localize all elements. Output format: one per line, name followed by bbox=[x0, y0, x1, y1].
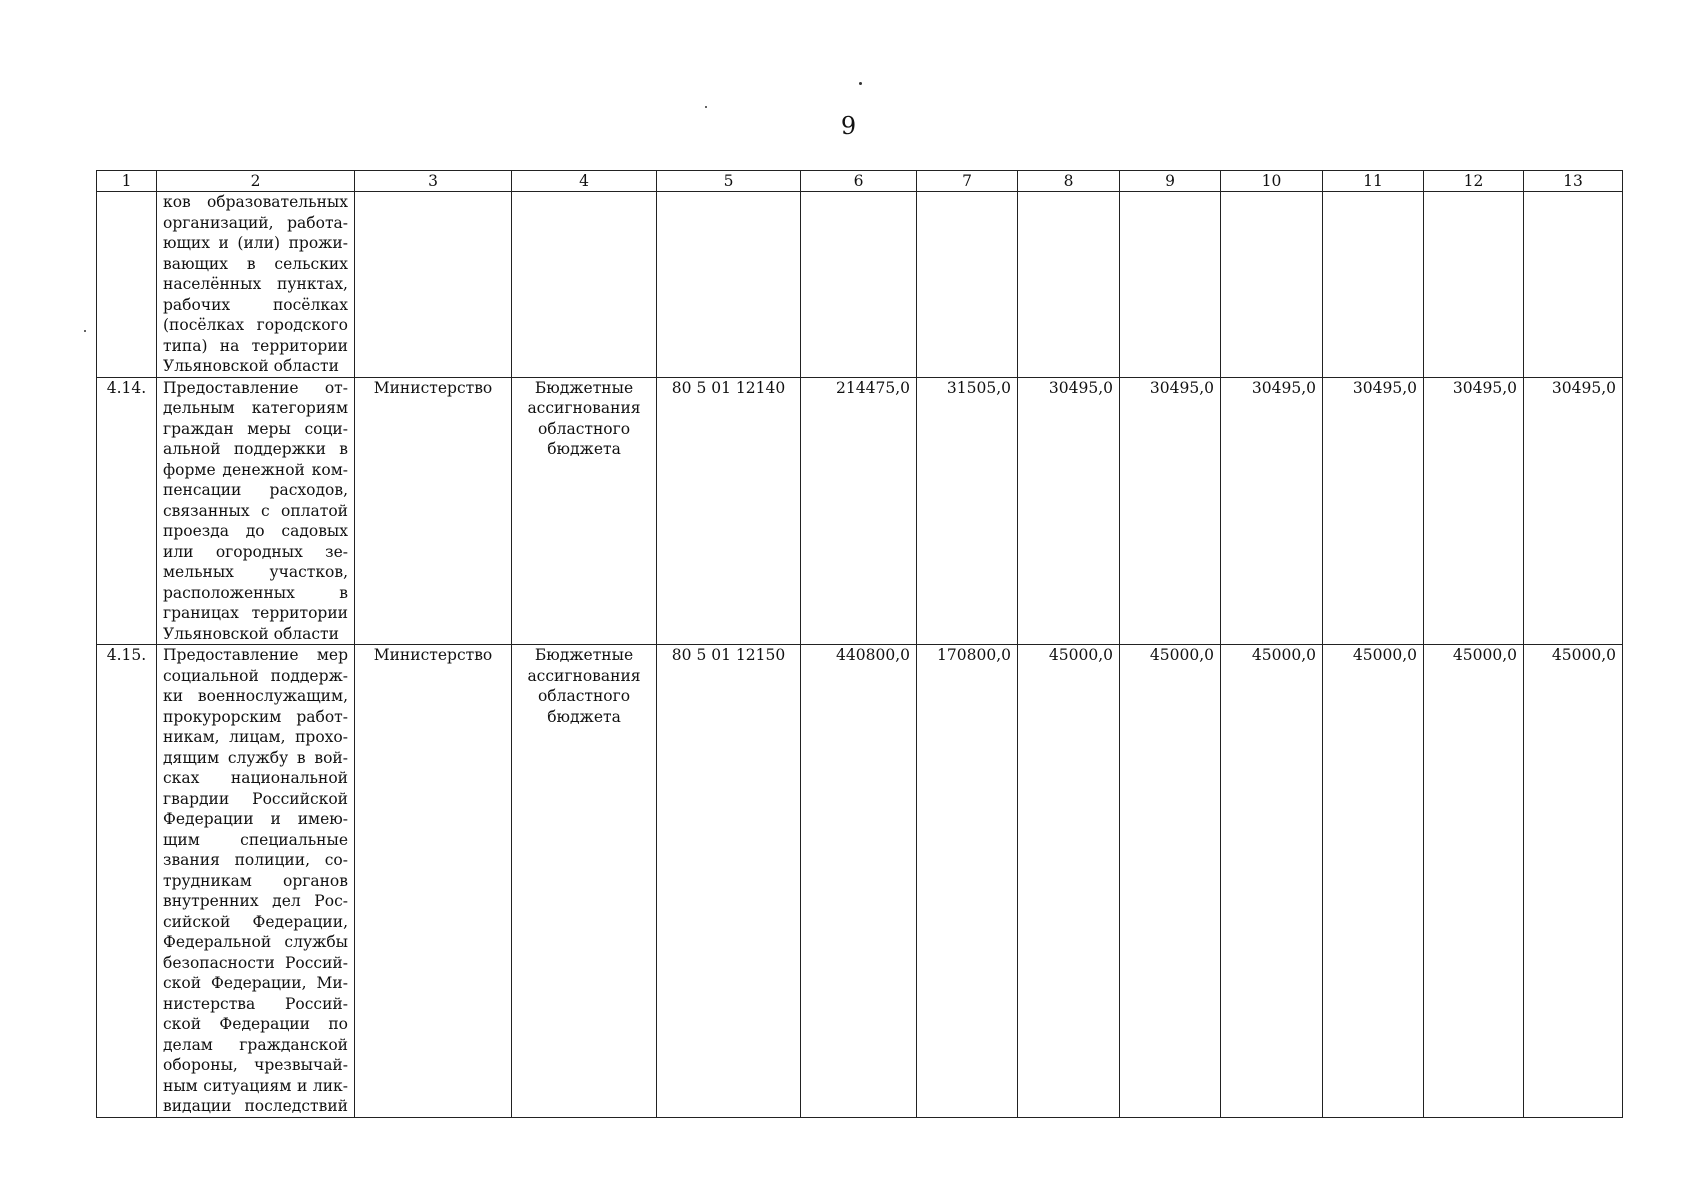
description-line: Предоставление мер bbox=[163, 646, 348, 664]
description-line: ным ситуациям и лик- bbox=[163, 1076, 348, 1095]
description-line: рабочих посёлках bbox=[163, 295, 348, 314]
description-line: связанных с оплатой bbox=[163, 501, 348, 520]
description-line: мельных участков, bbox=[163, 563, 348, 581]
description-line: ющих и (или) прожи- bbox=[163, 234, 348, 252]
row-budget-code: 80 5 01 12140 bbox=[657, 377, 801, 645]
description-line: щим специальные bbox=[163, 830, 348, 849]
description-line: обороны, чрезвычай- bbox=[163, 1056, 348, 1074]
description-line: сках национальной bbox=[163, 769, 348, 787]
description-line: ков образовательных bbox=[163, 193, 348, 211]
description-line: Предоставление от- bbox=[163, 378, 348, 397]
description-line: прокурорским работ- bbox=[163, 707, 348, 726]
description-line: видации последствий bbox=[163, 1097, 348, 1115]
funding-source-line: бюджета bbox=[547, 707, 621, 726]
column-number: 3 bbox=[355, 171, 512, 192]
column-number: 6 bbox=[801, 171, 917, 192]
description-line: делам гражданской bbox=[163, 1035, 348, 1054]
description-line: Ульяновской области bbox=[163, 357, 339, 375]
description-line: вающих в сельских bbox=[163, 254, 348, 273]
description-line: населённых пунктах, bbox=[163, 275, 348, 293]
table-row bbox=[97, 192, 1623, 378]
description-line: типа) на территории bbox=[163, 336, 348, 355]
description-line: звания полиции, со- bbox=[163, 851, 348, 869]
description-line: нистерства Россий- bbox=[163, 994, 348, 1013]
row-funding-source bbox=[512, 192, 657, 378]
funding-source-line: Бюджетные bbox=[534, 646, 634, 664]
description-line: Федеральной службы bbox=[163, 933, 348, 951]
value-cell: 440800,0 bbox=[801, 645, 917, 1118]
funding-source-line: областного bbox=[537, 687, 631, 705]
column-number: 7 bbox=[917, 171, 1018, 192]
column-number: 13 bbox=[1524, 171, 1623, 192]
scan-speck bbox=[705, 106, 707, 108]
description-line: Ульяновской области bbox=[163, 624, 339, 643]
value-cell bbox=[801, 192, 917, 378]
row-funding-source bbox=[512, 377, 657, 645]
value-cell: 30495,0 bbox=[1424, 377, 1524, 645]
value-cell bbox=[1018, 192, 1120, 378]
value-cell: 45000,0 bbox=[1424, 645, 1524, 1118]
description-line: дельным категориям bbox=[163, 399, 348, 417]
column-number: 1 bbox=[97, 171, 157, 192]
value-cell: 45000,0 bbox=[1221, 645, 1323, 1118]
row-description bbox=[157, 192, 355, 378]
value-cell bbox=[917, 192, 1018, 378]
description-line: пенсации расходов, bbox=[163, 481, 348, 499]
value-cell: 45000,0 bbox=[1524, 645, 1623, 1118]
description-line: альной поддержки в bbox=[163, 440, 348, 458]
description-line: проезда до садовых bbox=[163, 522, 348, 540]
column-number: 10 bbox=[1221, 171, 1323, 192]
row-executor bbox=[355, 192, 512, 378]
funding-source-line: бюджета bbox=[547, 440, 621, 458]
value-cell: 45000,0 bbox=[1323, 645, 1424, 1118]
funding-source-line: ассигнования bbox=[527, 666, 641, 685]
description-line: гвардии Российской bbox=[163, 789, 348, 808]
column-number-row bbox=[97, 171, 1623, 192]
value-cell bbox=[1323, 192, 1424, 378]
description-line: граждан меры соци- bbox=[163, 419, 348, 438]
column-number: 4 bbox=[512, 171, 657, 192]
funding-source-line: ассигнования bbox=[527, 399, 641, 417]
scan-speck bbox=[859, 82, 862, 85]
value-cell: 30495,0 bbox=[1221, 377, 1323, 645]
column-number: 11 bbox=[1323, 171, 1424, 192]
row-description bbox=[157, 645, 355, 1118]
page-number: 9 bbox=[840, 112, 857, 140]
value-cell bbox=[1424, 192, 1524, 378]
description-line: сийской Федерации, bbox=[163, 912, 348, 931]
funding-source-line: Бюджетные bbox=[534, 378, 634, 397]
description-line: форме денежной ком- bbox=[163, 460, 348, 479]
value-cell: 45000,0 bbox=[1120, 645, 1221, 1118]
value-cell: 30495,0 bbox=[1323, 377, 1424, 645]
row-budget-code: 80 5 01 12150 bbox=[657, 645, 801, 1118]
value-cell bbox=[1120, 192, 1221, 378]
row-description bbox=[157, 377, 355, 645]
value-cell: 45000,0 bbox=[1018, 645, 1120, 1118]
description-line: внутренних дел Рос- bbox=[163, 892, 348, 910]
funding-source-line: областного bbox=[537, 419, 631, 438]
description-line: границах территории bbox=[163, 604, 348, 622]
value-cell: 30495,0 bbox=[1120, 377, 1221, 645]
value-cell: 170800,0 bbox=[917, 645, 1018, 1118]
table-row bbox=[97, 377, 1623, 645]
row-funding-source bbox=[512, 645, 657, 1118]
column-number: 2 bbox=[157, 171, 355, 192]
description-line: ской Федерации, Ми- bbox=[163, 974, 348, 992]
description-line: Федерации и имею- bbox=[163, 810, 348, 828]
row-number: 4.14. bbox=[97, 377, 157, 645]
column-number: 9 bbox=[1120, 171, 1221, 192]
value-cell bbox=[1221, 192, 1323, 378]
row-number: 4.15. bbox=[97, 645, 157, 1118]
row-budget-code bbox=[657, 192, 801, 378]
description-line: (посёлках городского bbox=[163, 316, 348, 334]
description-line: ской Федерации по bbox=[163, 1015, 348, 1033]
table-row bbox=[97, 645, 1623, 1118]
description-line: социальной поддерж- bbox=[163, 666, 348, 685]
value-cell: 214475,0 bbox=[801, 377, 917, 645]
value-cell: 30495,0 bbox=[1018, 377, 1120, 645]
value-cell: 30495,0 bbox=[1524, 377, 1623, 645]
column-number: 12 bbox=[1424, 171, 1524, 192]
column-number: 8 bbox=[1018, 171, 1120, 192]
description-line: трудникам органов bbox=[163, 871, 348, 890]
value-cell: 31505,0 bbox=[917, 377, 1018, 645]
description-line: дящим службу в вой- bbox=[163, 748, 348, 767]
description-line: ки военнослужащим, bbox=[163, 687, 348, 705]
row-number bbox=[97, 192, 157, 378]
column-number: 5 bbox=[657, 171, 801, 192]
row-executor: Министерство bbox=[355, 377, 512, 645]
description-line: безопасности Россий- bbox=[163, 953, 348, 972]
row-executor: Министерство bbox=[355, 645, 512, 1118]
description-line: организаций, работа- bbox=[163, 213, 348, 232]
description-line: или огородных зе- bbox=[163, 542, 348, 561]
budget-table bbox=[96, 170, 1623, 1118]
value-cell bbox=[1524, 192, 1623, 378]
description-line: расположенных в bbox=[163, 583, 348, 602]
description-line: никам, лицам, прохо- bbox=[163, 728, 348, 746]
scan-speck bbox=[84, 330, 86, 332]
